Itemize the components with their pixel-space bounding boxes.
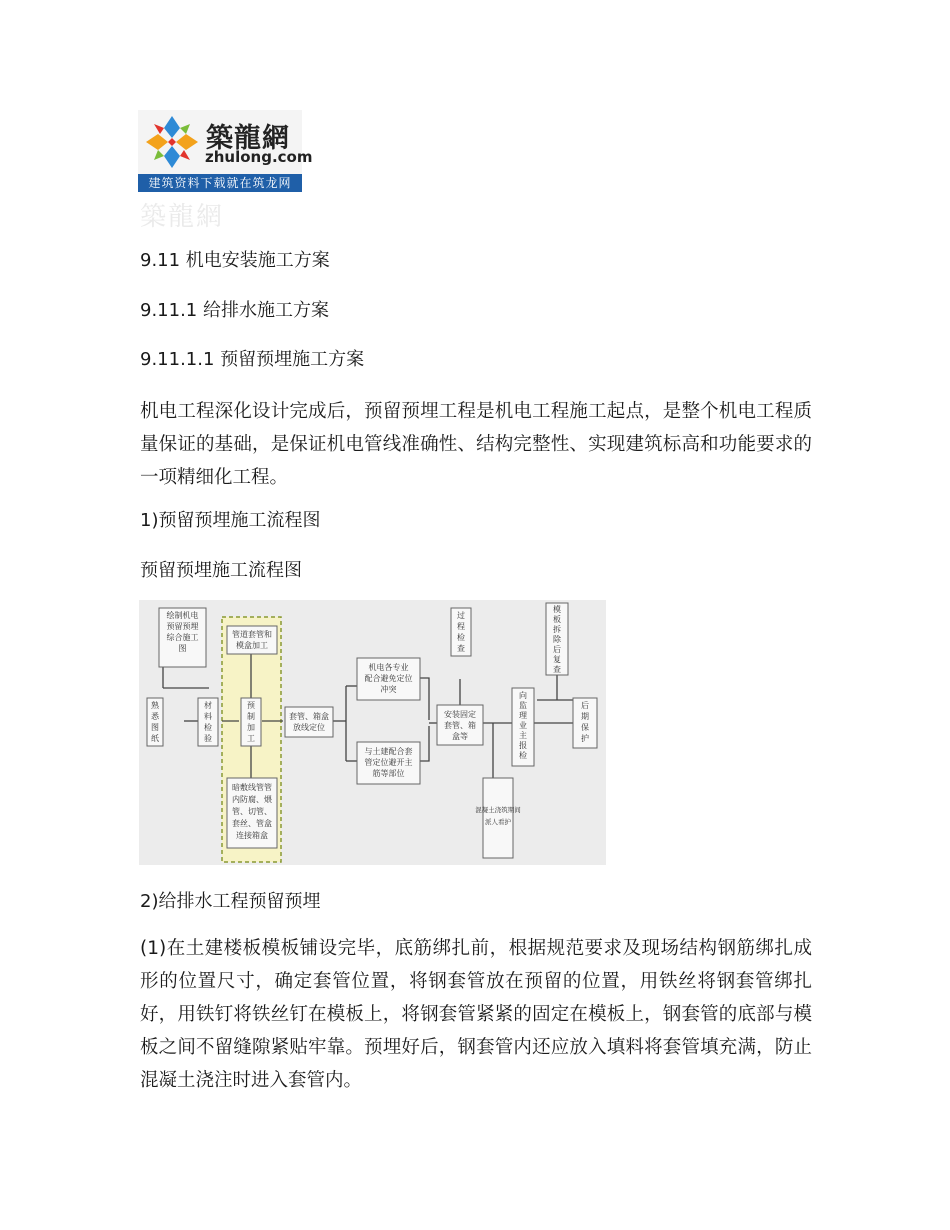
flow-node-line: 安装固定 [444, 710, 476, 719]
flow-node-line: 除 [553, 635, 561, 644]
flow-node-line: 管定位避开主 [364, 758, 413, 767]
list-item-2: 2)给排水工程预留预埋 [140, 891, 321, 912]
flow-node-line: 程 [457, 622, 465, 631]
flow-node-line: 纸 [151, 734, 159, 743]
heading-9-11-1-1: 9.11.1.1 预留预埋施工方案 [140, 349, 365, 370]
flow-node-pour-watch [475, 778, 521, 858]
flow-node-line: 查 [553, 665, 561, 674]
flow-node-familiar-drawing [147, 698, 163, 746]
flow-node-sleeve-fabrication [227, 626, 277, 654]
logo-emblem-icon [140, 110, 204, 174]
flow-node-line: 配合避免定位 [364, 674, 413, 683]
flow-node-line: 混凝土浇筑期间 [475, 806, 521, 814]
flow-node-line: 绘制机电 [166, 611, 199, 620]
flow-node-line: 盒等 [452, 732, 468, 741]
zhulong-logo [138, 110, 313, 192]
flow-node-install-fix [437, 705, 483, 745]
flow-node-process-inspection [451, 608, 471, 656]
list-item-1: 1)预留预埋施工流程图 [140, 510, 321, 531]
flow-node-line: 护 [581, 734, 589, 743]
flow-node-line: 后 [553, 645, 561, 654]
flow-node-line: 检 [519, 751, 527, 760]
flow-node-line: 套管、箱盒 [289, 712, 329, 721]
flow-node-line: 套丝、管盒 [232, 819, 272, 828]
heading-9-11-1: 9.11.1 给排水施工方案 [140, 300, 329, 321]
flow-node-report-inspection [512, 688, 534, 766]
flow-node-line: 板 [553, 615, 561, 624]
flow-node-line: 过 [457, 611, 465, 620]
flow-node-line: 主 [519, 731, 527, 740]
construction-flowchart [139, 600, 606, 865]
flow-node-line: 期 [581, 712, 589, 721]
flow-node-line: 后 [581, 701, 589, 710]
flow-node-line: 暗敷线管管 [232, 783, 272, 792]
flow-node-recheck [546, 603, 568, 675]
flow-node-line: 图 [178, 644, 187, 653]
flow-node-civil-coordination [357, 742, 420, 784]
flow-node-material-inspection [198, 698, 218, 746]
flow-node-line: 复 [553, 655, 561, 664]
flow-node-line: 查 [457, 644, 465, 653]
flow-node-line: 悉 [151, 712, 159, 721]
flow-node-line: 模 [553, 605, 561, 614]
flow-node-line: 制 [247, 712, 255, 721]
flow-node-line: 业 [519, 721, 527, 730]
flow-node-later-protection [573, 698, 597, 748]
flow-node-line: 材 [204, 701, 212, 710]
flow-node-conduit-processing-label [232, 782, 272, 840]
flow-node-line: 机电各专业 [368, 663, 409, 672]
figure-caption: 预留预埋施工流程图 [140, 560, 302, 581]
logo-name-cn: 築龍網 [206, 123, 290, 154]
flow-node-line: 内防腐、煨 [232, 795, 272, 804]
flow-node-sleeve-positioning [285, 707, 333, 737]
flow-node-line: 工 [247, 734, 255, 743]
flow-node-line: 与土建配合套 [364, 747, 413, 756]
flow-node-line: 冲突 [380, 685, 397, 694]
logo-tagline: 建筑资料下载就在筑龙网 [138, 174, 302, 192]
flow-node-line: 料 [204, 712, 212, 721]
flow-node-mep-coordination [357, 658, 420, 700]
intro-paragraph: 机电工程深化设计完成后，预留预埋工程是机电工程施工起点，是整个机电工程质量保证的基础，是保证机电管线准确性、结构完整性、实现建筑标高和功能要求的一项精细化工程。 [140, 401, 812, 488]
flow-node-report-inspection-label [519, 690, 527, 760]
logo-panel [138, 110, 313, 174]
flow-node-line: 筋等部位 [372, 769, 405, 778]
flow-node-line: 加 [247, 723, 255, 732]
heading-9-11: 9.11 机电安装施工方案 [140, 250, 330, 271]
flow-node-line: 监 [519, 701, 527, 710]
flow-node-recheck-label [553, 604, 562, 674]
flow-node-line: 管、切管、 [232, 807, 272, 816]
logo-domain: zhulong.com [205, 148, 313, 166]
flow-node-line: 连接箱盒 [236, 831, 268, 840]
flow-node-line: 检 [457, 633, 465, 642]
flow-node-line: 报 [519, 741, 527, 750]
flow-node-line: 图 [151, 723, 159, 732]
flow-node-line: 套管、箱 [444, 721, 476, 730]
flow-node-line: 熟 [151, 701, 159, 710]
flow-node-line: 预留预埋 [166, 622, 199, 631]
logo-ghost-text: 築龍網 [140, 202, 225, 232]
flow-node-conduit-processing [227, 778, 277, 848]
flow-node-line: 预 [247, 701, 255, 710]
flow-node-line: 放线定位 [293, 723, 325, 732]
body-paragraph-1: (1)在土建楼板模板铺设完毕，底筋绑扎前，根据规范要求及现场结构钢筋绑扎成形的位置尺寸，确定套管位置，将钢套管放在预留的位置，用铁丝将钢套管绑扎好，用铁钉将铁丝钉在模板上，将钢套管紧紧的固定在模板上，钢套管的底部与模板之间不留缝隙紧贴牢靠。预埋好后，钢套管内还应放入填料将套管填充满，防止混凝土浇注时进入套管内。 [140, 938, 812, 1091]
flow-node-line: 理 [519, 711, 527, 720]
flow-node-line: 综合施工 [166, 633, 199, 642]
flow-node-line: 向 [519, 691, 527, 700]
flow-node-line: 验 [204, 734, 212, 743]
flow-node-line: 检 [204, 723, 212, 732]
flow-node-draw-drawing [159, 608, 206, 667]
flow-node-prefab [241, 698, 261, 746]
flow-node-line: 拆 [553, 625, 561, 634]
flow-node-line: 保 [581, 723, 589, 732]
flow-node-line: 派人看护 [485, 818, 511, 826]
flow-node-line: 模盒加工 [236, 641, 268, 650]
flow-node-line: 管道套管和 [232, 630, 272, 639]
